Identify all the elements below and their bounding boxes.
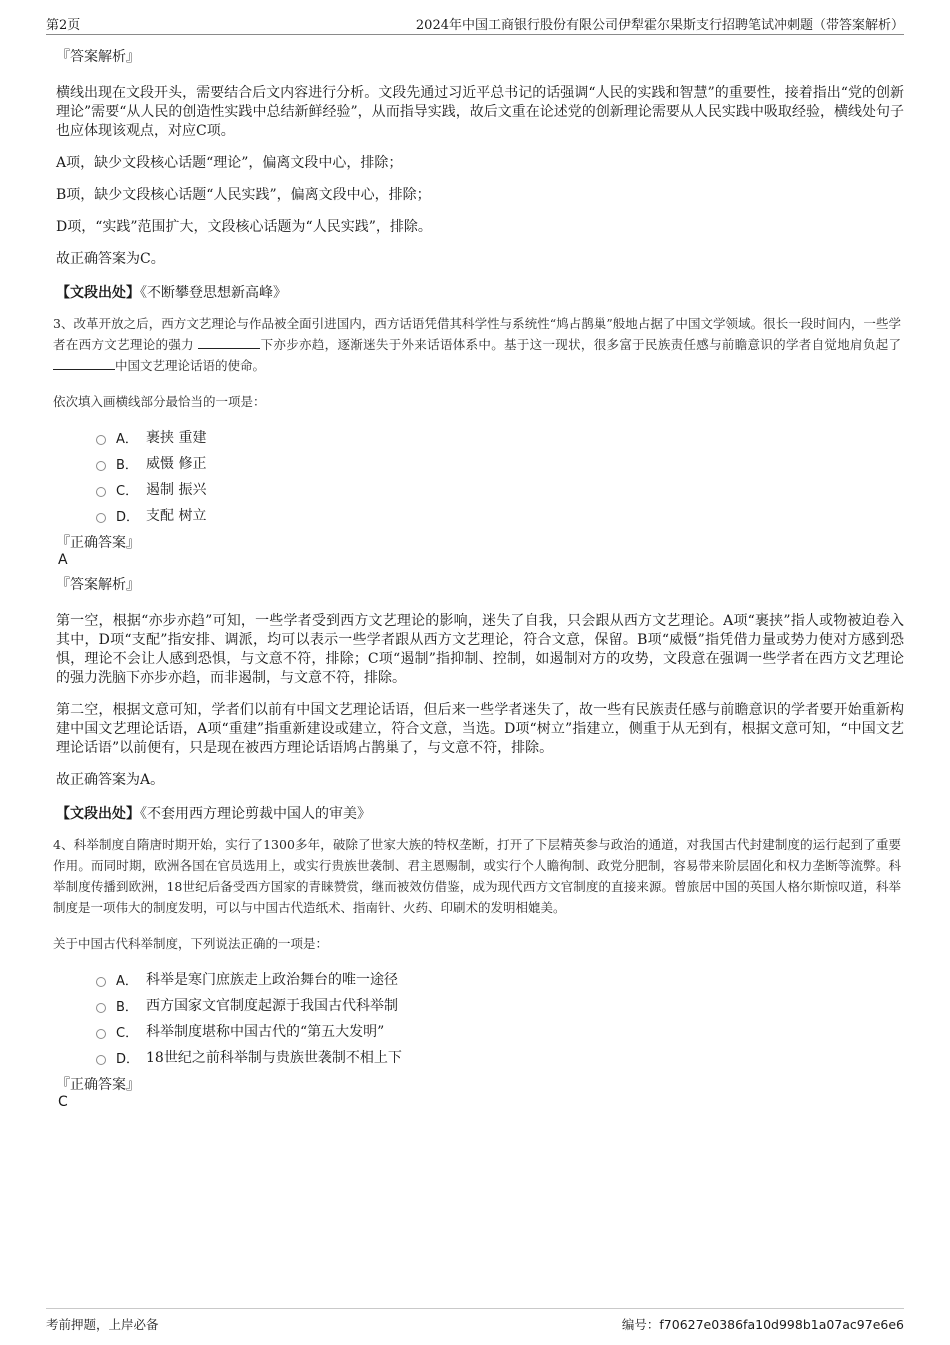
document-code: 编号：f70627e0386fa10d998b1a07ac97e6e6 xyxy=(621,1317,904,1332)
document-title: 2024年中国工商银行股份有限公司伊犁霍尔果斯支行招聘笔试冲刺题（带答案解析） xyxy=(415,18,904,33)
page-number: 第2页 xyxy=(46,18,81,33)
radio-icon[interactable] xyxy=(96,1055,106,1065)
option-c[interactable]: C． 科举制度堪称中国古代的“第五大发明” xyxy=(96,1018,904,1044)
correct-answer-heading: 『正确答案』 xyxy=(56,535,140,551)
option-c[interactable]: C． 遏制 振兴 xyxy=(96,476,904,502)
source-title: 《不套用西方理论剪裁中国人的审美》 xyxy=(140,806,371,822)
option-d[interactable]: D． 18世纪之前科举制与贵族世袭制不相上下 xyxy=(96,1044,904,1070)
analysis-heading: 『答案解析』 xyxy=(56,577,140,593)
correct-answer: C xyxy=(58,1094,68,1110)
passage-source xyxy=(56,803,904,823)
question-3-options xyxy=(96,424,904,528)
analysis-paragraph: 第二空，根据文意可知，学者们以前有中国文艺理论话语，但后来一些学者迷失了，故一些有民族责任感与前瞻意识的学者要开始重新构建中国文艺理论话语，A项“重建”指重新建设或建立，符合文意，当选。D项“树立”指建立，侧重于从无到有，根据文意可知，“中国文艺理论话语”以前便有，只是现在被西方理论话语鸠占鹊巢了，与文意不符，排除。 xyxy=(56,702,904,756)
question-4-options xyxy=(96,966,904,1070)
analysis-heading: 『答案解析』 xyxy=(56,49,140,65)
question-4-prompt: 关于中国古代科举制度，下列说法正确的一项是： xyxy=(53,936,329,951)
radio-icon[interactable] xyxy=(96,487,106,497)
source-title: 《不断攀登思想新高峰》 xyxy=(140,285,287,301)
option-a[interactable]: A． 裹挟 重建 xyxy=(96,424,904,450)
option-b[interactable]: B． 西方国家文官制度起源于我国古代科举制 xyxy=(96,992,904,1018)
analysis-paragraph: A项，缺少文段核心话题“理论”，偏离文段中心，排除； xyxy=(56,155,403,171)
radio-icon[interactable] xyxy=(96,977,106,987)
option-a[interactable]: A． 科举是寒门庶族走上政治舞台的唯一途径 xyxy=(96,966,904,992)
page-header xyxy=(46,14,904,35)
question-3-text: 3、改革开放之后，西方文艺理论与作品被全面引进国内，西方话语凭借其科学性与系统性“鸠占鹊巢”般地占据了中国文学领域。很长一段时间内，一些学者在西方文艺理论的强力 下亦步亦趋，逐渐迷失于外来话语体系中。基于这一现状，很多富于民族责任感与前瞻意识的学者自觉地肩负起了 中国文艺理论话语的使命。 xyxy=(53,316,901,373)
analysis-paragraph: 故正确答案为C。 xyxy=(56,251,165,267)
question-4-text: 4、科举制度自隋唐时期开始，实行了1300多年，破除了世家大族的特权垄断，打开了下层精英参与政治的通道，对我国古代封建制度的运行起到了重要作用。而同时期，欧洲各国在官员选用上，或实行贵族世袭制、君主恩赐制，或实行个人瞻徇制、政党分肥制，容易带来阶层固化和权力垄断等流弊。科举制度传播到欧洲，18世纪后备受西方国家的青睐赞赏，继而被效仿借鉴，成为现代西方文官制度的直接来源。曾旅居中国的英国人格尔斯惊叹道，科举制度是一项伟大的制度发明，可以与中国古代造纸术、指南针、火药、印刷术的发明相媲美。 xyxy=(53,837,901,915)
analysis-paragraph: 第一空，根据“亦步亦趋”可知，一些学者受到西方文艺理论的影响，迷失了自我，只会跟从西方文艺理论。A项“裹挟”指人或物被迫卷入其中，D项“支配”指安排、调派，均可以表示一些学者跟从西方文艺理论，符合文意，保留。B项“威慑”指凭借力量或势力使对方感到恐惧，理论不会让人感到恐惧，与文意不符，排除；C项“遏制”指抑制、控制，如遏制对方的攻势，文段意在强调一些学者在西方文艺理论的强力洗脑下亦步亦趋，而非遏制，与文意不符，排除。 xyxy=(56,613,904,686)
source-label: 【文段出处】 xyxy=(56,285,140,301)
page-footer xyxy=(46,1308,904,1335)
correct-answer: A xyxy=(58,552,68,568)
question-3-prompt: 依次填入画横线部分最恰当的一项是： xyxy=(53,394,266,409)
radio-icon[interactable] xyxy=(96,461,106,471)
fill-blank xyxy=(198,336,260,349)
footer-slogan: 考前押题，上岸必备 xyxy=(46,1317,159,1332)
fill-blank xyxy=(53,357,115,370)
source-label: 【文段出处】 xyxy=(56,806,140,822)
radio-icon[interactable] xyxy=(96,1003,106,1013)
radio-icon[interactable] xyxy=(96,513,106,523)
analysis-paragraph: B项，缺少文段核心话题“人民实践”，偏离文段中心，排除； xyxy=(56,187,431,203)
option-b[interactable]: B． 威慑 修正 xyxy=(96,450,904,476)
radio-icon[interactable] xyxy=(96,1029,106,1039)
passage-source xyxy=(56,282,904,302)
radio-icon[interactable] xyxy=(96,435,106,445)
correct-answer-heading: 『正确答案』 xyxy=(56,1077,140,1093)
page-content xyxy=(53,46,904,1116)
analysis-paragraph: 故正确答案为A。 xyxy=(56,772,165,788)
analysis-paragraph: D项，“实践”范围扩大，文段核心话题为“人民实践”，排除。 xyxy=(56,219,432,235)
analysis-paragraph: 横线出现在文段开头，需要结合后文内容进行分析。文段先通过习近平总书记的话强调“人民的实践和智慧”的重要性，接着指出“党的创新理论”需要“从人民的创造性实践中总结新鲜经验”，从而指导实践，故后文重在论述党的创新理论需要从人民实践中吸取经验，横线处句子也应体现该观点，对应C项。 xyxy=(56,85,904,139)
option-d[interactable]: D． 支配 树立 xyxy=(96,502,904,528)
